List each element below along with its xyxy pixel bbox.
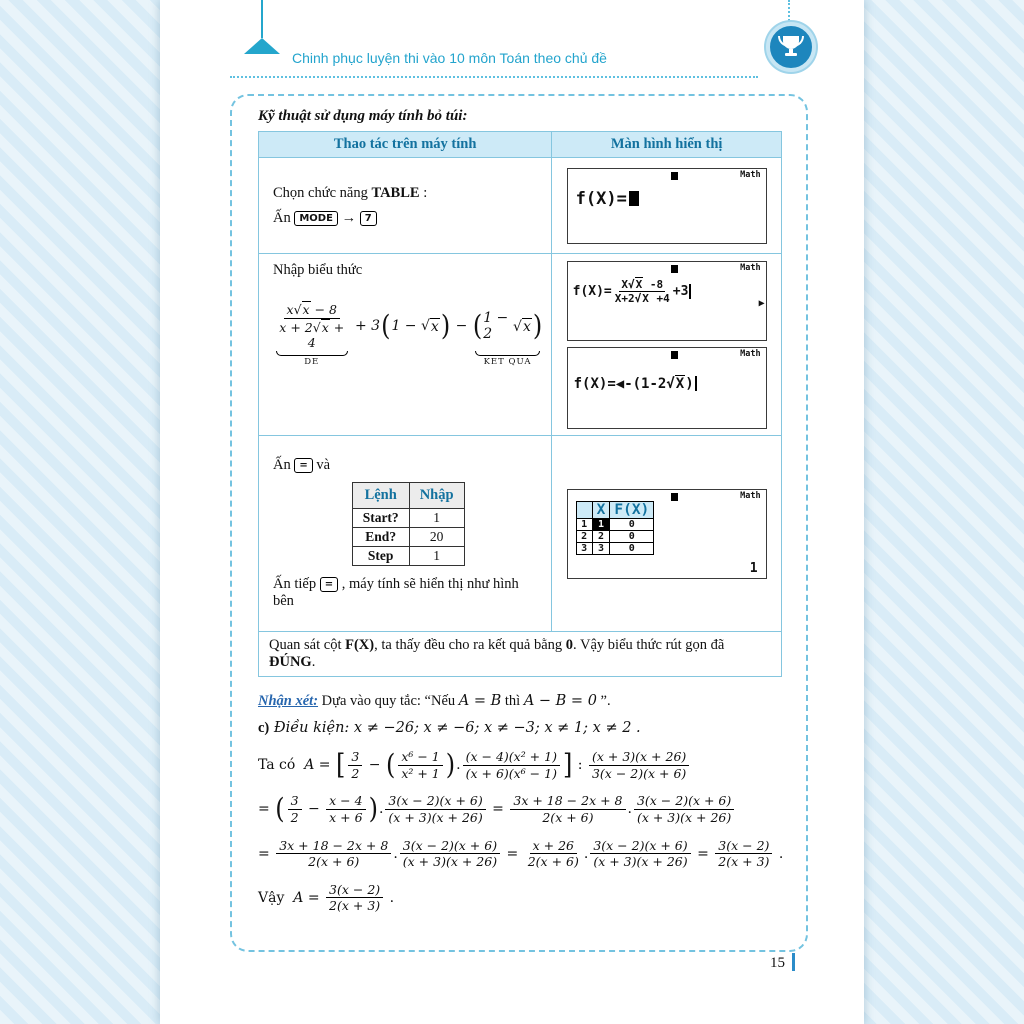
calc-line (574, 376, 766, 392)
table-function-label: TABLE (371, 184, 420, 201)
calc-den-part: +4 (649, 291, 670, 305)
condition-label: c) (258, 720, 270, 736)
calc-rownum: 1 (576, 518, 592, 530)
calc-table-row (576, 542, 654, 554)
cell-mode-steps (259, 158, 552, 254)
calc-num-part: X (621, 277, 629, 291)
settings-val: 1 (409, 509, 464, 528)
calc-screen-fx-empty (567, 168, 767, 244)
content-box (230, 94, 808, 952)
table-row-expression (259, 254, 782, 436)
calc-cursor (689, 284, 691, 299)
sqrt-icon (628, 277, 643, 291)
lamp-icon (244, 38, 280, 54)
sqrt-icon (635, 291, 650, 305)
conclusion-text: . Vậy biểu thức rút gọn đã (573, 637, 725, 653)
math-expression: x √ x − 8 x + 2 √ x + 4 DE + 3 ( 1 − √ x ) − ( 1 − 2 √ x ) KET QUA (273, 303, 543, 367)
sqrt-arg: X (635, 277, 643, 291)
mode-step-line2 (273, 210, 543, 227)
settings-cmd: End? (352, 528, 409, 547)
condition-text: Điều kiện: x ≠ −26; x ≠ −6; x ≠ −3; x ≠ 1; x ≠ 2 . (269, 720, 641, 736)
calc-math-indicator: Math (740, 169, 761, 180)
calc-fx-value: 0 (610, 542, 654, 554)
book-page (160, 0, 864, 1024)
math-line-4: Vậy A = $\frac{3(x - 2)}{2(x + 3)}$ . (258, 881, 395, 914)
calc-fraction-denominator (613, 292, 672, 305)
instruction-table (258, 131, 782, 677)
press-text: Ấn tiếp (273, 576, 320, 592)
conclusion-cell (259, 632, 782, 677)
page-number-bar (792, 953, 795, 971)
header-corner-dots (788, 0, 790, 24)
seven-key-icon: 7 (360, 211, 377, 226)
equals-key-icon: = (320, 577, 338, 592)
sqrt-icon (666, 376, 685, 392)
cell-expression (259, 254, 552, 436)
col-header-operations: Thao tác trên máy tính (259, 132, 552, 158)
equals-key-icon: = (294, 458, 312, 473)
calc-rownum-header (576, 501, 592, 518)
remark-text: Dựa vào quy tắc: “Nếu (318, 693, 459, 709)
table-row-conclusion (259, 632, 782, 677)
calc-den-part: X+2 (614, 291, 635, 305)
arrow-right-icon: → (341, 209, 357, 226)
trophy-base (785, 53, 797, 56)
math-line-3: = $\frac{3x + 18 - 2x + 8}{2(x + 6)}$ . $\frac{3(x - 2)(x + 6)}{(x + 3)(x + 26)}$ = $\frac{x + 26}{2(x + 6)}$ . $\frac{3(x - 2)(x + 6)}{(x + 3)(x + 26)}$ = $\frac{3(x - 2)}{2(x + 3)}$ . (258, 837, 784, 870)
math-line-2: = ( $\frac{3}{2}$ − $\frac{x - 4}{x + 6}$ ) . $\frac{3(x - 2)(x + 6)}{(x + 3)(x + 26)}$ = $\frac{3x + 18 - 2x + 8}{2(x + 6)}$ . $\frac{3(x - 2)(x + 6)}{(x + 3)(x + 26)}$ (258, 793, 780, 825)
calc-screen-expression-part1 (567, 261, 767, 341)
table-row-mode (259, 158, 782, 254)
cell-screen-1 (552, 158, 782, 254)
calc-x-header: X (592, 501, 610, 518)
calc-screen-expression-part2 (567, 347, 767, 429)
col-header-display: Màn hình hiển thị (552, 132, 782, 158)
book-title: Chinh phục luyện thi vào 10 môn Toán theo chủ đề (292, 50, 607, 66)
calc-fraction-numerator (619, 278, 665, 292)
calc-status-icon (671, 351, 678, 359)
settings-val: 1 (409, 547, 464, 566)
press-again-line (273, 576, 543, 610)
calc-fx-text: f(X)=◀-(1-2 (573, 375, 667, 392)
screens-stack (554, 261, 779, 429)
calc-line (573, 278, 766, 305)
calc-cursor (695, 376, 697, 391)
sqrt-arg: X (642, 291, 649, 305)
calc-fraction (613, 278, 672, 305)
calc-status-icon (671, 493, 678, 501)
page-number-text: 15 (770, 955, 785, 971)
calc-rownum: 2 (576, 530, 592, 542)
settings-header-row (352, 483, 464, 509)
calc-x-value: 2 (592, 530, 610, 542)
math-line-1: Ta có A = [ $\frac{3}{2}$ − ( $\frac{\text{x⁶ − 1}}{\text{x² + 1}}$ ) . $\frac{\text{(x − 4)(x² + 1)}}{\text{(x + 6)(x⁶ − 1)}}$ ] : $\frac{(x + 3)(x + 26)}{3(x - 2)(x + 6)}$ (258, 749, 780, 781)
settings-col-command: Lệnh (352, 483, 409, 509)
cell-screens-2-3 (552, 254, 782, 436)
result-hint-text: , máy tính sẽ hiển thị như hình bên (273, 576, 519, 609)
calc-table-header (576, 501, 654, 518)
calc-fx-text: f(X)= (575, 188, 627, 209)
calc-current-value: 1 (749, 560, 758, 576)
calc-status-icon (671, 172, 678, 180)
section-title: Kỹ thuật sử dụng máy tính bỏ túi: (258, 108, 468, 124)
mode-step-colon: : (419, 184, 428, 201)
settings-row-start (352, 509, 464, 528)
calc-math-indicator: Math (740, 490, 761, 501)
calc-suffix-text: ) (685, 375, 694, 392)
calc-math-indicator: Math (740, 262, 761, 273)
trophy-icon (783, 36, 799, 49)
settings-col-input: Nhập (409, 483, 464, 509)
calc-status-icon (671, 265, 678, 273)
header-divider (230, 76, 758, 78)
settings-cmd: Start? (352, 509, 409, 528)
sqrt-arg: X (675, 375, 685, 392)
page-number (770, 953, 795, 972)
remark-line (258, 693, 780, 710)
trophy-badge (766, 22, 816, 72)
remark-math: A = B (458, 693, 502, 709)
calc-fx-value: 0 (610, 530, 654, 542)
calc-result-table (576, 501, 655, 555)
press-equals-line (273, 457, 543, 474)
conclusion-text: Quan sát cột (269, 637, 346, 653)
conclusion-text: . (311, 654, 316, 670)
mode-step-text: Chọn chức năng (273, 184, 372, 201)
calc-table-row (576, 518, 654, 530)
settings-row-end (352, 528, 464, 547)
expression-label: Nhập biểu thức (273, 262, 363, 278)
calc-cursor (629, 191, 639, 206)
remark-text: thì (501, 693, 524, 709)
calc-screen-table-result (567, 489, 767, 579)
cell-screen-4 (552, 436, 782, 632)
mode-key-icon: MODE (294, 211, 338, 226)
remark-label: Nhận xét: (258, 693, 319, 709)
remark-math: A − B = 0 (523, 693, 597, 709)
conclusion-zero: 0 (565, 637, 574, 653)
calc-suffix-text: +3 (672, 283, 689, 299)
calc-rownum: 3 (576, 542, 592, 554)
conclusion-fx: F(X) (345, 637, 375, 653)
remark-text: ”. (596, 693, 611, 709)
cell-run-steps (259, 436, 552, 632)
condition-line (258, 720, 780, 737)
conclusion-text: , ta thấy đều cho ra kết quả bằng (374, 637, 566, 653)
press-text: Ấn (273, 209, 295, 226)
calc-fx-header: F(X) (610, 501, 654, 518)
calc-table-row (576, 530, 654, 542)
conclusion-dung: ĐÚNG (269, 654, 312, 670)
settings-cmd: Step (352, 547, 409, 566)
settings-val: 20 (409, 528, 464, 547)
calc-x-value: 3 (592, 542, 610, 554)
lamp-cord (261, 0, 263, 38)
calc-math-indicator: Math (740, 348, 761, 359)
mode-step-line1 (273, 185, 543, 202)
table-settings (352, 482, 465, 566)
calc-fx-value: 0 (610, 518, 654, 530)
calc-line (576, 189, 766, 209)
calc-x-value-selected: 1 (592, 518, 610, 530)
calc-num-part: -8 (643, 277, 664, 291)
and-text: và (312, 457, 331, 473)
table-header-row (259, 132, 782, 158)
calc-fx-text: f(X)= (572, 283, 612, 299)
settings-row-step (352, 547, 464, 566)
press-text: Ấn (273, 457, 295, 473)
table-row-run (259, 436, 782, 632)
scroll-right-icon: ▶ (758, 297, 765, 309)
